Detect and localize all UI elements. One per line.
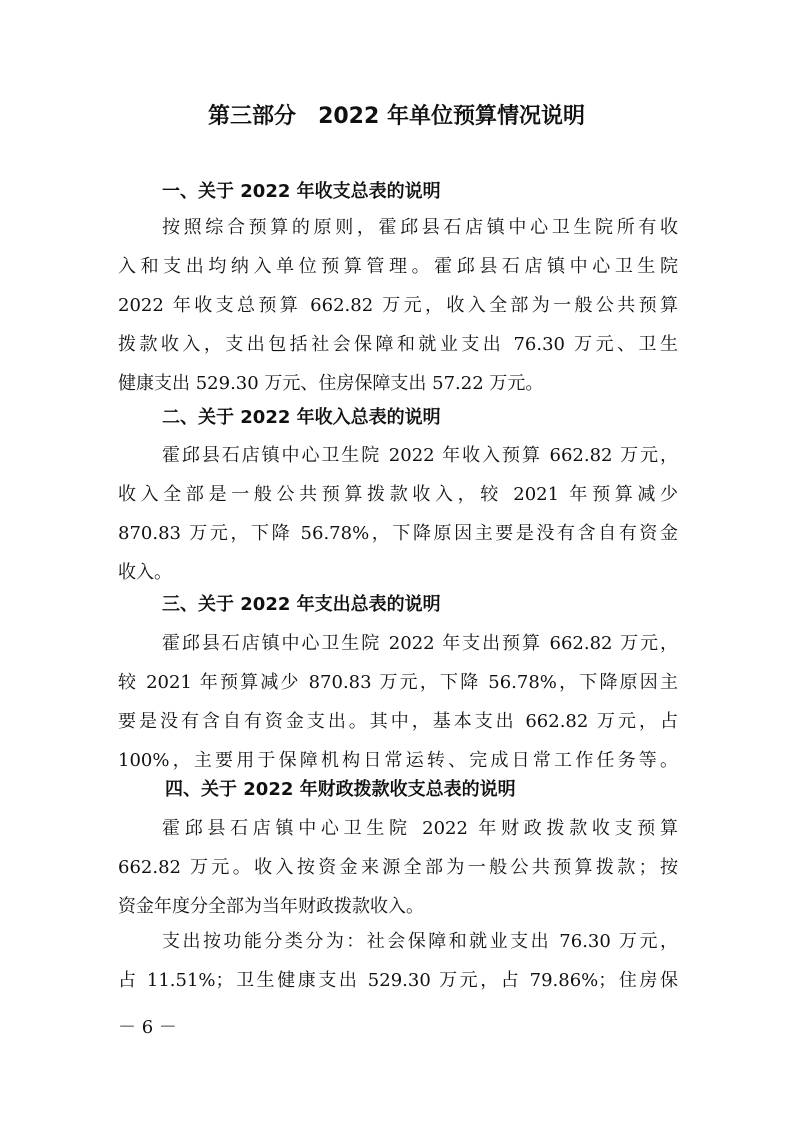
paragraph-line: 2022 年收支总预算 662.82 万元，收入全部为一般公共预算 xyxy=(118,295,678,316)
paragraph-line: 占 11.51%；卫生健康支出 529.30 万元，占 79.86%；住房保 xyxy=(118,970,678,991)
section-heading-3: 三、关于 2022 年支出总表的说明 xyxy=(162,594,441,615)
paragraph-line: 入和支出均纳入单位预算管理。霍邱县石店镇中心卫生院 xyxy=(118,256,678,277)
paragraph-line: 拨款收入，支出包括社会保障和就业支出 76.30 万元、卫生 xyxy=(118,334,678,355)
title-text: 2022 年单位预算情况说明 xyxy=(318,104,585,129)
paragraph-line: 按照综合预算的原则，霍邱县石店镇中心卫生院所有收 xyxy=(162,217,678,238)
paragraph-line: 收入。 xyxy=(118,562,172,583)
title-part: 第三部分 xyxy=(208,104,297,129)
section-paragraph-2 xyxy=(118,436,678,592)
section-paragraph-4b xyxy=(118,922,678,1000)
paragraph-line: 资金年度分全部为当年财政拨款收入。 xyxy=(118,896,424,917)
section-heading-4: 四、关于 2022 年财政拨款收支总表的说明 xyxy=(165,779,516,800)
page-title xyxy=(0,99,793,135)
paragraph-line: 霍邱县石店镇中心卫生院 2022 年收入预算 662.82 万元， xyxy=(162,445,678,466)
paragraph-line: 100%，主要用于保障机构日常运转、完成日常工作任务等。 xyxy=(118,750,678,771)
paragraph-line: 支出按功能分类分为：社会保障和就业支出 76.30 万元， xyxy=(162,931,678,952)
paragraph-line: 要是没有含自有资金支出。其中，基本支出 662.82 万元，占 xyxy=(118,711,678,732)
section-heading-2: 二、关于 2022 年收入总表的说明 xyxy=(162,407,441,428)
paragraph-line: 收入全部是一般公共预算拨款收入，较 2021 年预算减少 xyxy=(118,484,678,505)
section-paragraph-1 xyxy=(118,208,678,403)
section-heading-1: 一、关于 2022 年收支总表的说明 xyxy=(162,181,441,202)
paragraph-line: 870.83 万元，下降 56.78%，下降原因主要是没有含自有资金 xyxy=(118,523,678,544)
paragraph-line: 霍邱县石店镇中心卫生院 2022 年支出预算 662.82 万元， xyxy=(162,633,678,654)
section-paragraph-4 xyxy=(118,809,678,926)
paragraph-line: 较 2021 年预算减少 870.83 万元，下降 56.78%，下降原因主 xyxy=(118,672,678,693)
paragraph-line: 健康支出 529.30 万元、住房保障支出 57.22 万元。 xyxy=(118,373,544,394)
page-number: － 6 － xyxy=(118,1017,177,1038)
paragraph-line: 662.82 万元。收入按资金来源全部为一般公共预算拨款；按 xyxy=(118,857,678,878)
section-paragraph-3 xyxy=(118,624,678,780)
paragraph-line: 霍邱县石店镇中心卫生院 2022 年财政拨款收支预算 xyxy=(162,818,678,839)
